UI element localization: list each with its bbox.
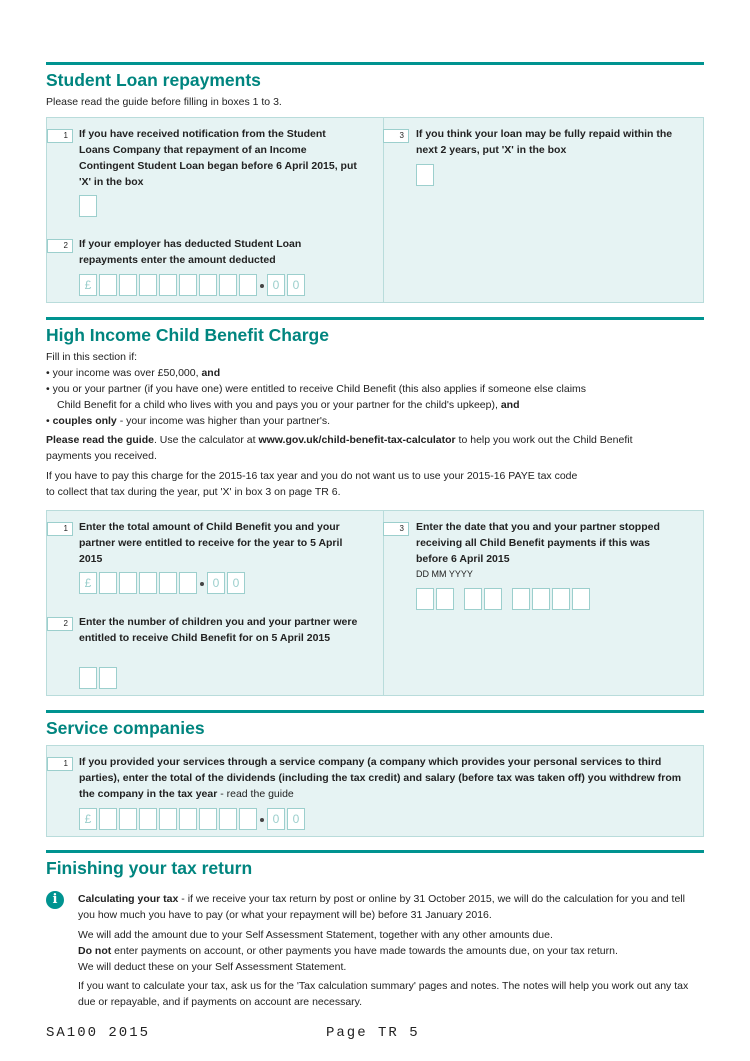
digit-box[interactable] [99,572,117,594]
statement-paragraph: We will add the amount due to your Self Assessment Statement, together with any other amounts due. Do not enter payments on account, or other payments you have made towards the amounts due, on your tax return. We will deduct these on your Self Assessment Statement. [78,929,618,973]
section-title-finishing: Finishing your tax return [46,858,253,878]
currency-box[interactable]: £ [79,572,97,594]
box-number-1: 1 [47,522,73,536]
bullet-entitled: • you or your partner (if you have one) were entitled to receive Child Benefit (this also applies if someone else claims [46,383,587,395]
box-number-2: 2 [47,617,73,631]
currency-box[interactable]: £ [79,274,97,296]
digit-box[interactable] [484,588,502,610]
box-number-3: 3 [383,522,409,536]
panel-divider [383,118,384,302]
student-loan-q3-label: If you think your loan may be fully repaid within the next 2 years, put 'X' in the box [416,128,673,156]
pence-box[interactable]: 0 [267,808,285,830]
decimal-point [260,284,264,288]
bullet-income: • your income was over £50,000, and [46,367,221,379]
digit-box[interactable] [512,588,530,610]
digit-box[interactable] [139,572,157,594]
pence-box[interactable]: 0 [227,572,245,594]
pence-box[interactable]: 0 [287,274,305,296]
digit-box[interactable] [436,588,454,610]
digit-box[interactable] [119,572,137,594]
section-rule [46,850,704,853]
digit-box[interactable] [79,667,97,689]
digit-box[interactable] [239,808,257,830]
panel-divider [383,511,384,695]
digit-box[interactable] [179,572,197,594]
calculation-summary-paragraph: If you want to calculate your tax, ask us for the 'Tax calculation summary' pages and notes. The notes will help you work out any tax due or repayable, and if payments on account are necessary. [78,980,689,1008]
pence-box[interactable]: 0 [207,572,225,594]
section-rule [46,317,704,320]
digit-box[interactable] [552,588,570,610]
decimal-point [260,818,264,822]
footer-form-id: SA100 2015 [46,1025,151,1041]
decimal-point [200,582,204,586]
digit-box[interactable] [159,274,177,296]
digit-box[interactable] [416,588,434,610]
digit-box[interactable] [239,274,257,296]
student-loan-q1-checkbox[interactable] [79,195,97,217]
digit-box[interactable] [159,572,177,594]
calculator-link[interactable]: www.gov.uk/child-benefit-tax-calculator [258,434,456,446]
guide-paragraph: Please read the guide. Use the calculator at www.gov.uk/child-benefit-tax-calculator to help you work out the Child Benefit payments you received. [46,434,633,462]
digit-box[interactable] [99,274,117,296]
section-title-service-companies: Service companies [46,718,205,738]
section-title-student-loan: Student Loan repayments [46,70,261,90]
section-title-child-benefit: High Income Child Benefit Charge [46,325,329,345]
digit-box[interactable] [99,667,117,689]
student-loan-intro: Please read the guide before filling in boxes 1 to 3. [46,96,282,108]
section-rule [46,62,704,65]
currency-box[interactable]: £ [79,808,97,830]
bullet-entitled-cont: Child Benefit for a child who lives with you and pays you or your partner for the child's upkeep), and [57,399,520,411]
child-benefit-q2-label: Enter the number of children you and your partner were entitled to receive Child Benefit for on 5 April 2015 [79,616,358,644]
student-loan-q3-checkbox[interactable] [416,164,434,186]
child-benefit-q1-label: Enter the total amount of Child Benefit you and your partner were entitled to receive for the year to 5 April 2015 [79,521,343,565]
digit-box[interactable] [159,808,177,830]
service-companies-q1-label: If you provided your services through a service company (a company which provides your personal services to third parties), enter the total of the dividends (including the tax credit) and salary (before tax was taken off) you withdrew from the company in the tax year - read the guide [79,756,682,800]
paye-paragraph: If you have to pay this charge for the 2015-16 tax year and you do not want us to use your 2015-16 PAYE tax code to collect that tax during the year, put 'X' in box 3 on page TR 6. [46,470,578,498]
student-loan-q1-label: If you have received notification from the Student Loans Company that repayment of an Income Contingent Student Loan began before 6 April 2015, put 'X' in the box [79,128,357,188]
calculating-tax-paragraph: Calculating your tax - if we receive your tax return by post or online by 31 October 2015, we will do the calculation for you and tell you how much you have to pay (or what your repayment will be) before 31 January 2016. [78,893,685,921]
digit-box[interactable] [199,274,217,296]
digit-box[interactable] [572,588,590,610]
digit-box[interactable] [179,274,197,296]
footer-page-number: Page TR 5 [326,1025,420,1041]
pence-box[interactable]: 0 [287,808,305,830]
fill-in-intro: Fill in this section if: [46,351,138,363]
section-rule [46,710,704,713]
digit-box[interactable] [119,274,137,296]
digit-box[interactable] [219,274,237,296]
digit-box[interactable] [99,808,117,830]
box-number-2: 2 [47,239,73,253]
child-benefit-q3-label: Enter the date that you and your partner stopped receiving all Child Benefit payments if this was before 6 April 2015 [416,521,660,565]
info-icon: i [46,891,64,909]
box-number-1: 1 [47,129,73,143]
date-format-hint: DD MM YYYY [416,569,473,579]
digit-box[interactable] [199,808,217,830]
student-loan-q2-label: If your employer has deducted Student Loan repayments enter the amount deducted [79,238,302,266]
box-number-1: 1 [47,757,73,771]
digit-box[interactable] [464,588,482,610]
digit-box[interactable] [139,808,157,830]
digit-box[interactable] [119,808,137,830]
pence-box[interactable]: 0 [267,274,285,296]
bullet-couples: • couples only - your income was higher than your partner's. [46,415,331,427]
digit-box[interactable] [532,588,550,610]
digit-box[interactable] [179,808,197,830]
digit-box[interactable] [139,274,157,296]
box-number-3: 3 [383,129,409,143]
digit-box[interactable] [219,808,237,830]
